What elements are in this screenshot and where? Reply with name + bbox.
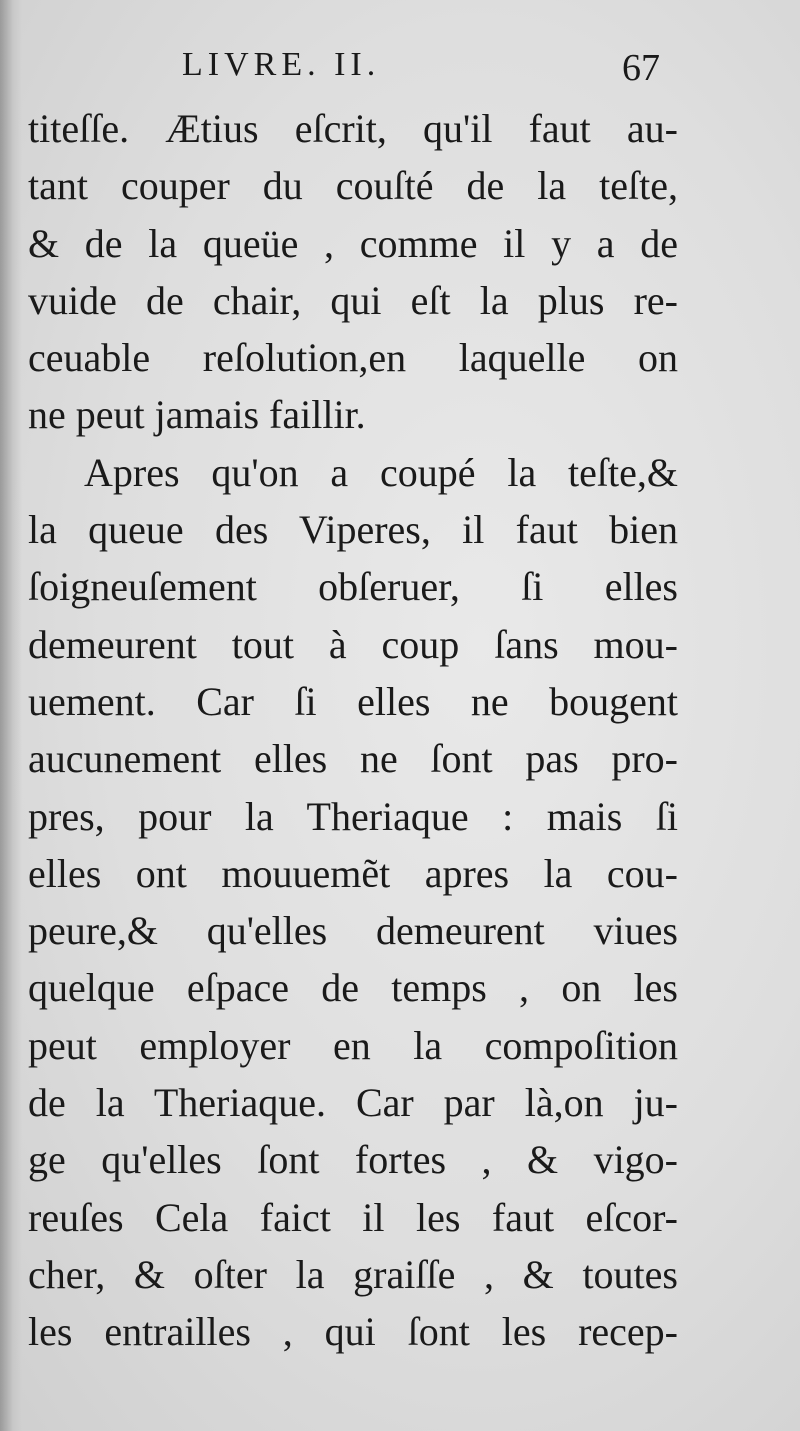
text-line: peure,& qu'elles demeurent viues bbox=[28, 908, 678, 954]
text-line: reuſes Cela faict il les faut eſcor- bbox=[28, 1194, 678, 1240]
text-line: de la Theriaque. Car par là,on ju- bbox=[28, 1080, 678, 1126]
text-line: titeſſe. Ætius eſcrit, qu'il faut au- bbox=[28, 106, 678, 151]
page-header bbox=[0, 46, 800, 96]
text-line: pres, pour la Theriaque : mais ſi bbox=[28, 793, 678, 839]
text-line: aucunement elles ne ſont pas pro- bbox=[28, 736, 678, 782]
text-line: la queue des Viperes, il faut bien bbox=[28, 507, 678, 553]
text-line: cher, & oſter la graiſſe , & toutes bbox=[28, 1251, 678, 1297]
text-line: & de la queüe , comme il y a de bbox=[28, 220, 678, 266]
text-line: ſoigneuſement obſeruer, ſi elles bbox=[28, 564, 678, 610]
text-line: uement. Car ſi elles ne bougent bbox=[28, 678, 678, 724]
text-line: quelque eſpace de temps , on les bbox=[28, 965, 678, 1011]
text-line: tant couper du couſté de la teſte, bbox=[28, 163, 678, 209]
text-line: ge qu'elles ſont fortes , & vigo- bbox=[28, 1137, 678, 1183]
text-line: peut employer en la compoſition bbox=[28, 1022, 678, 1068]
text-line: elles ont mouuemẽt apres la cou- bbox=[28, 850, 678, 896]
text-line: ceuable reſolution,en laquelle on bbox=[28, 335, 678, 381]
running-head: LIVRE. II. bbox=[182, 46, 381, 83]
text-line: les entrailles , qui ſont les recep- bbox=[28, 1309, 678, 1355]
paragraph-end-line: ne peut jamais faillir. bbox=[28, 392, 366, 438]
text-line: vuide de chair, qui eſt la plus re- bbox=[28, 277, 678, 323]
gutter-shadow bbox=[0, 0, 22, 1431]
text-line: demeurent tout à coup ſans mou- bbox=[28, 621, 678, 667]
body-text bbox=[28, 100, 678, 1361]
paragraph-start-line: Apres qu'on a coupé la teſte,& bbox=[84, 449, 678, 495]
page-number: 67 bbox=[622, 47, 660, 89]
